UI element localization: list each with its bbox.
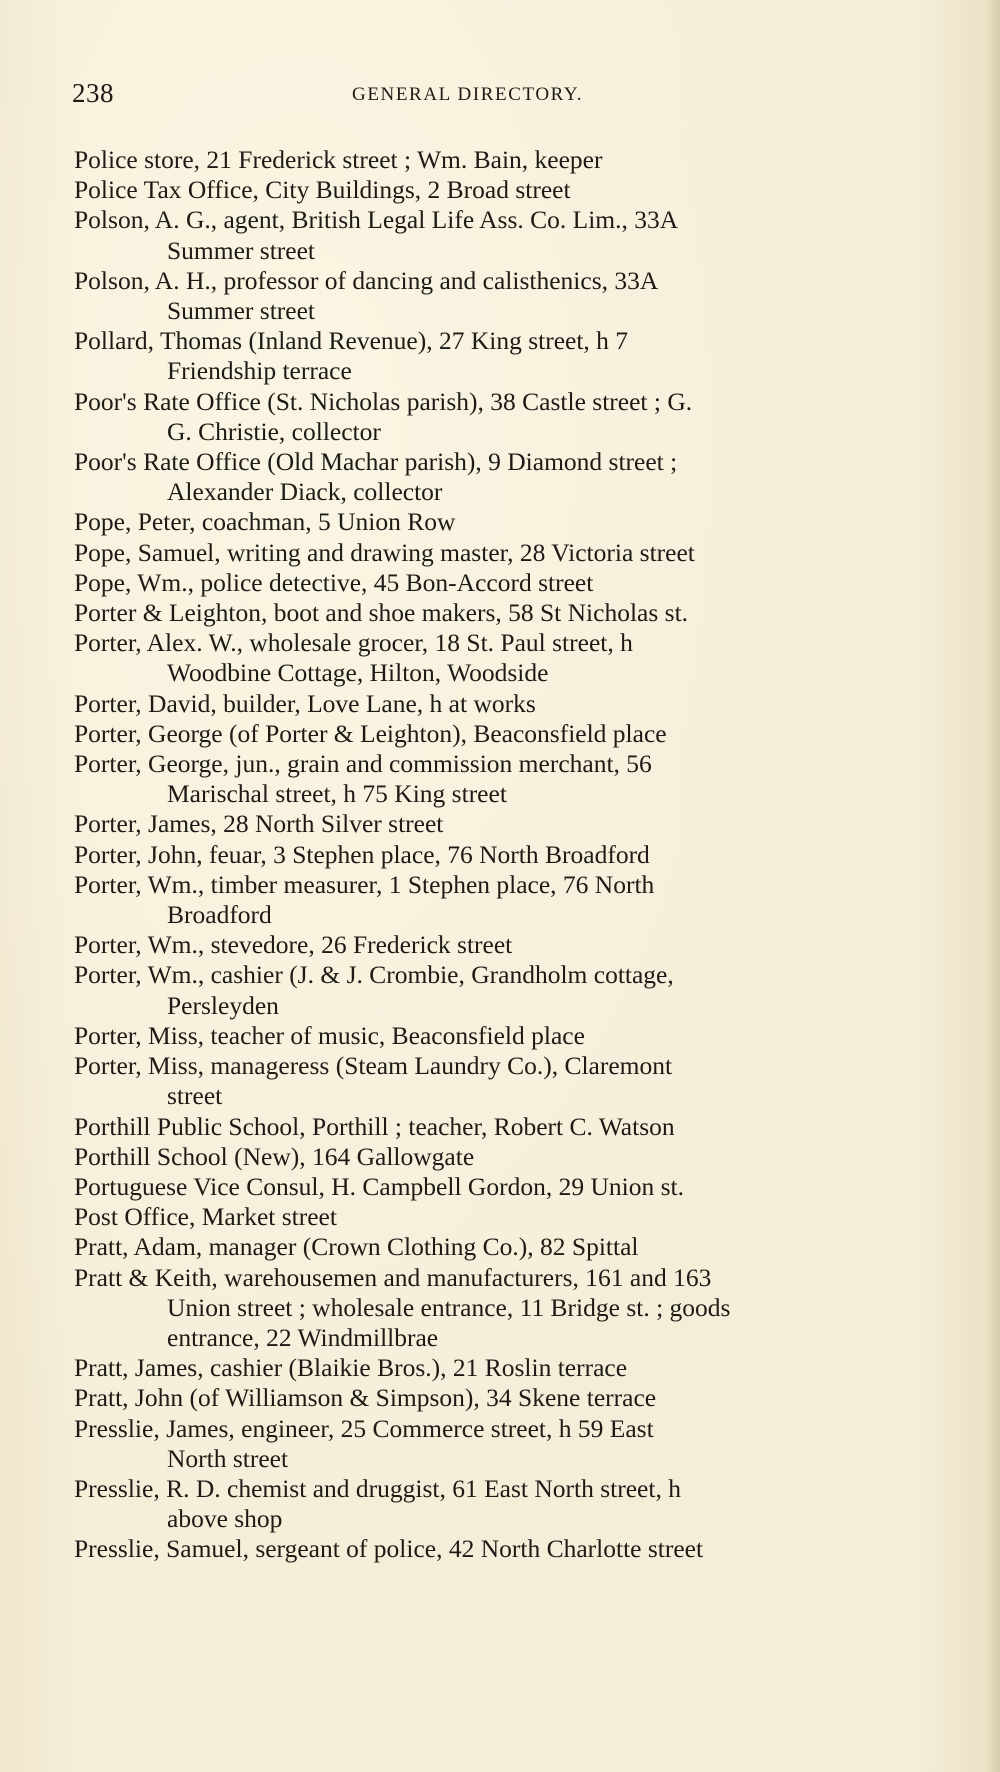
entry-line: Poor's Rate Office (St. Nicholas parish), 38 Castle street ; G. (74, 386, 693, 416)
directory-entry (74, 538, 924, 568)
directory-entries (74, 145, 924, 1565)
directory-entry (74, 870, 924, 930)
entry-continuation-line: Summer street (167, 296, 316, 326)
entry-continuation-line: Summer street (167, 235, 316, 265)
entry-line: Pratt & Keith, warehousemen and manufacturers, 161 and 163 (74, 1262, 712, 1292)
entry-line: Pope, Samuel, writing and drawing master, 28 Victoria street (74, 537, 695, 567)
entry-line: Pratt, James, cashier (Blaikie Bros.), 21 Roslin terrace (74, 1353, 628, 1383)
directory-entry (74, 1202, 924, 1232)
entry-line: Porter, George (of Porter & Leighton), Beaconsfield place (74, 718, 667, 748)
directory-entry (74, 1051, 924, 1111)
directory-entry (74, 568, 924, 598)
entry-continuation-line: Friendship terrace (167, 356, 352, 386)
entry-line: Pope, Peter, coachman, 5 Union Row (74, 507, 456, 537)
entry-line: Portuguese Vice Consul, H. Campbell Gordon, 29 Union st. (74, 1171, 684, 1201)
entry-continuation-line: Woodbine Cottage, Hilton, Woodside (167, 658, 549, 688)
entry-line: Police store, 21 Frederick street ; Wm. Bain, keeper (74, 145, 603, 174)
directory-entry (74, 387, 924, 447)
entry-line: Pratt, Adam, manager (Crown Clothing Co.), 82 Spittal (74, 1232, 639, 1262)
running-title: GENERAL DIRECTORY. (352, 84, 584, 105)
directory-entry (74, 628, 924, 688)
directory-entry (74, 326, 924, 386)
directory-entry (74, 1353, 924, 1383)
page-edge-shadow (986, 0, 1000, 1772)
entry-continuation-line: Union street ; wholesale entrance, 11 Bridge st. ; goods (167, 1292, 731, 1322)
directory-entry (74, 1112, 924, 1142)
entry-line: Porter, James, 28 North Silver street (74, 809, 444, 839)
page-number: 238 (72, 78, 114, 108)
directory-entry (74, 1414, 924, 1474)
entry-line: Porter, Wm., stevedore, 26 Frederick street (74, 930, 513, 960)
entry-line: Porthill School (New), 164 Gallowgate (74, 1141, 475, 1171)
entry-line: Pope, Wm., police detective, 45 Bon-Accord street (74, 567, 594, 597)
directory-entry (74, 960, 924, 1020)
directory-entry (74, 1383, 924, 1413)
entry-line: Presslie, R. D. chemist and druggist, 61 East North street, h (74, 1473, 681, 1503)
directory-entry (74, 1021, 924, 1051)
directory-entry (74, 205, 924, 265)
entry-line: Porter, Wm., timber measurer, 1 Stephen place, 76 North (74, 869, 655, 899)
entry-line: Presslie, James, engineer, 25 Commerce street, h 59 East (74, 1413, 654, 1443)
page-header (72, 78, 832, 114)
entry-line: Porter, George, jun., grain and commission merchant, 56 (74, 749, 652, 779)
directory-entry (74, 809, 924, 839)
directory-entry (74, 175, 924, 205)
entry-line: Porter, Miss, manageress (Steam Laundry Co.), Claremont (74, 1051, 673, 1081)
directory-entry (74, 145, 924, 175)
entry-line: Polson, A. H., professor of dancing and calisthenics, 33A (74, 265, 659, 295)
directory-entry (74, 689, 924, 719)
entry-continuation-line: G. Christie, collector (167, 416, 381, 446)
entry-continuation-line: North street (167, 1443, 289, 1473)
directory-entry (74, 1263, 924, 1354)
entry-line: Porter, Alex. W., wholesale grocer, 18 St. Paul street, h (74, 628, 633, 658)
directory-entry (74, 266, 924, 326)
directory-entry (74, 447, 924, 507)
directory-entry (74, 719, 924, 749)
entry-line: Polson, A. G., agent, British Legal Life Ass. Co. Lim., 33A (74, 205, 679, 235)
entry-continuation-line: Alexander Diack, collector (167, 477, 443, 507)
entry-line: Porter, John, feuar, 3 Stephen place, 76 North Broadford (74, 839, 650, 869)
directory-entry (74, 598, 924, 628)
entry-continuation-line: entrance, 22 Windmillbrae (167, 1322, 439, 1352)
entry-line: Police Tax Office, City Buildings, 2 Broad street (74, 175, 571, 205)
entry-line: Porter, Wm., cashier (J. & J. Crombie, Grandholm cottage, (74, 960, 674, 990)
entry-line: Porter, David, builder, Love Lane, h at works (74, 688, 536, 718)
entry-line: Post Office, Market street (74, 1202, 337, 1232)
directory-entry (74, 840, 924, 870)
entry-line: Porter & Leighton, boot and shoe makers, 58 St Nicholas st. (74, 598, 689, 628)
directory-entry (74, 507, 924, 537)
entry-line: Poor's Rate Office (Old Machar parish), 9 Diamond street ; (74, 447, 678, 477)
entry-line: Porthill Public School, Porthill ; teacher, Robert C. Watson (74, 1111, 675, 1141)
entry-continuation-line: Broadford (167, 900, 272, 930)
entry-continuation-line: above shop (167, 1504, 283, 1534)
entry-continuation-line: Persleyden (167, 990, 279, 1020)
directory-entry (74, 1534, 924, 1564)
entry-continuation-line: street (167, 1081, 223, 1111)
entry-line: Pollard, Thomas (Inland Revenue), 27 King street, h 7 (74, 326, 629, 356)
directory-entry (74, 930, 924, 960)
entry-line: Pratt, John (of Williamson & Simpson), 34 Skene terrace (74, 1383, 657, 1413)
directory-entry (74, 749, 924, 809)
directory-entry (74, 1232, 924, 1262)
directory-entry (74, 1142, 924, 1172)
directory-entry (74, 1172, 924, 1202)
directory-entry (74, 1474, 924, 1534)
entry-continuation-line: Marischal street, h 75 King street (167, 779, 507, 809)
entry-line: Porter, Miss, teacher of music, Beaconsfield place (74, 1020, 585, 1050)
entry-line: Presslie, Samuel, sergeant of police, 42 North Charlotte street (74, 1534, 704, 1564)
